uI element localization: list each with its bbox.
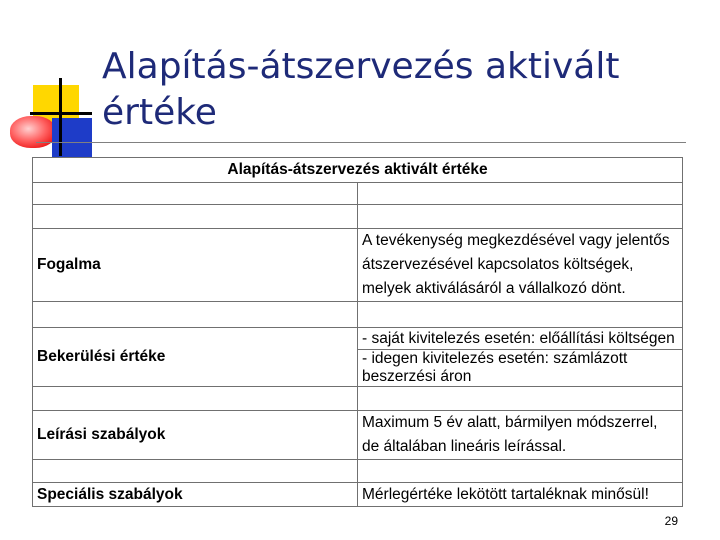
row-label-bekerulesi: Bekerülési értéke [33,328,358,387]
table-header-row [33,158,683,183]
row-text-bekerulesi-1: - saját kivitelezés esetén: előállítási költségen [358,328,683,350]
slide-title [102,44,662,136]
table-row [33,328,683,350]
title-divider [36,142,686,143]
table-row [33,483,683,507]
row-label-specialis: Speciális szabályok [33,483,358,507]
title-line-1: Alapítás-átszervezés aktivált [102,46,620,87]
definition-table [32,157,683,507]
row-label-fogalma: Fogalma [33,229,358,302]
spacer-row [33,460,683,483]
table-header: Alapítás-átszervezés aktivált értéke [33,158,683,183]
spacer-row [33,183,683,205]
table-row [33,411,683,460]
title-line-2: értéke [102,92,217,133]
logo-blue-square [52,118,92,158]
page-number: 29 [664,514,678,528]
row-text-bekerulesi-2: - idegen kivitelezés esetén: számlázott beszerzési áron [358,350,683,387]
logo-horizontal-line [30,112,92,115]
row-text-leirasi: Maximum 5 év alatt, bármilyen módszerrel, de általában lineáris leírással. [358,411,683,460]
spacer-row [33,302,683,328]
table-row [33,229,683,302]
logo-vertical-line [59,78,62,156]
spacer-row [33,387,683,411]
spacer-row [33,205,683,229]
row-text-fogalma: A tevékenység megkezdésével vagy jelentős átszervezésével kapcsolatos költségek, melyek aktiválásáról a vállalkozó dönt. [358,229,683,302]
row-label-leirasi: Leírási szabályok [33,411,358,460]
row-text-specialis: Mérlegértéke lekötött tartaléknak minősül! [358,483,683,507]
logo-red-blob [10,116,56,148]
